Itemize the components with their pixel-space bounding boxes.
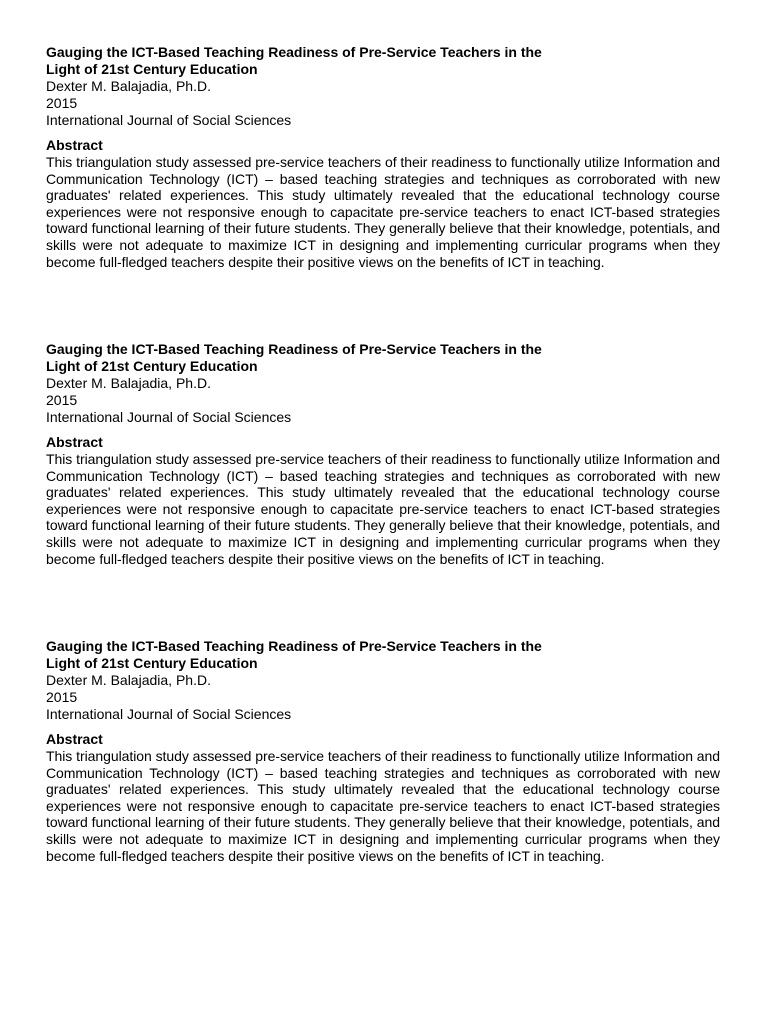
publication-year: 2015 — [46, 95, 78, 111]
author: Dexter M. Balajadia, Ph.D. — [46, 78, 211, 94]
publication-year: 2015 — [46, 689, 78, 705]
paper-title-line-2: Light of 21st Century Education — [46, 655, 258, 671]
abstract-heading: Abstract — [46, 137, 103, 153]
citation-entry — [46, 638, 720, 935]
document-page — [46, 44, 720, 935]
paper-title-line-1: Gauging the ICT-Based Teaching Readiness of Pre-Service Teachers in the — [46, 341, 542, 357]
paper-title — [46, 638, 720, 672]
citation-entry — [46, 44, 720, 341]
abstract-heading: Abstract — [46, 434, 103, 450]
paper-title — [46, 341, 720, 375]
author: Dexter M. Balajadia, Ph.D. — [46, 375, 211, 391]
publication-year: 2015 — [46, 392, 78, 408]
abstract-heading: Abstract — [46, 731, 103, 747]
journal-name: International Journal of Social Sciences — [46, 112, 292, 128]
journal-name: International Journal of Social Sciences — [46, 706, 292, 722]
paper-title — [46, 44, 720, 78]
paper-title-line-1: Gauging the ICT-Based Teaching Readiness of Pre-Service Teachers in the — [46, 638, 542, 654]
abstract-text: This triangulation study assessed pre-service teachers of their readiness to functionally utilize Information and Communication Technology (ICT) – based teaching strategies and techniques as corroborated with new graduates' related experiences. This study ultimately revealed that the educational technology course experiences were not responsive enough to capacitate pre-service teachers to enact ICT-based strategies toward functional learning of their future students. They generally believe that their knowledge, potentials, and skills were not adequate to maximize ICT in designing and implementing curricular programs when they become full-fledged teachers despite their positive views on the benefits of ICT in teaching. — [46, 451, 720, 567]
abstract-text: This triangulation study assessed pre-service teachers of their readiness to functionally utilize Information and Communication Technology (ICT) – based teaching strategies and techniques as corroborated with new graduates' related experiences. This study ultimately revealed that the educational technology course experiences were not responsive enough to capacitate pre-service teachers to enact ICT-based strategies toward functional learning of their future students. They generally believe that their knowledge, potentials, and skills were not adequate to maximize ICT in designing and implementing curricular programs when they become full-fledged teachers despite their positive views on the benefits of ICT in teaching. — [46, 154, 720, 270]
paper-title-line-1: Gauging the ICT-Based Teaching Readiness of Pre-Service Teachers in the — [46, 44, 542, 60]
paper-title-line-2: Light of 21st Century Education — [46, 358, 258, 374]
author: Dexter M. Balajadia, Ph.D. — [46, 672, 211, 688]
journal-name: International Journal of Social Sciences — [46, 409, 292, 425]
paper-title-line-2: Light of 21st Century Education — [46, 61, 258, 77]
abstract-text: This triangulation study assessed pre-service teachers of their readiness to functionally utilize Information and Communication Technology (ICT) – based teaching strategies and techniques as corroborated with new graduates' related experiences. This study ultimately revealed that the educational technology course experiences were not responsive enough to capacitate pre-service teachers to enact ICT-based strategies toward functional learning of their future students. They generally believe that their knowledge, potentials, and skills were not adequate to maximize ICT in designing and implementing curricular programs when they become full-fledged teachers despite their positive views on the benefits of ICT in teaching. — [46, 748, 720, 864]
citation-entry — [46, 341, 720, 638]
